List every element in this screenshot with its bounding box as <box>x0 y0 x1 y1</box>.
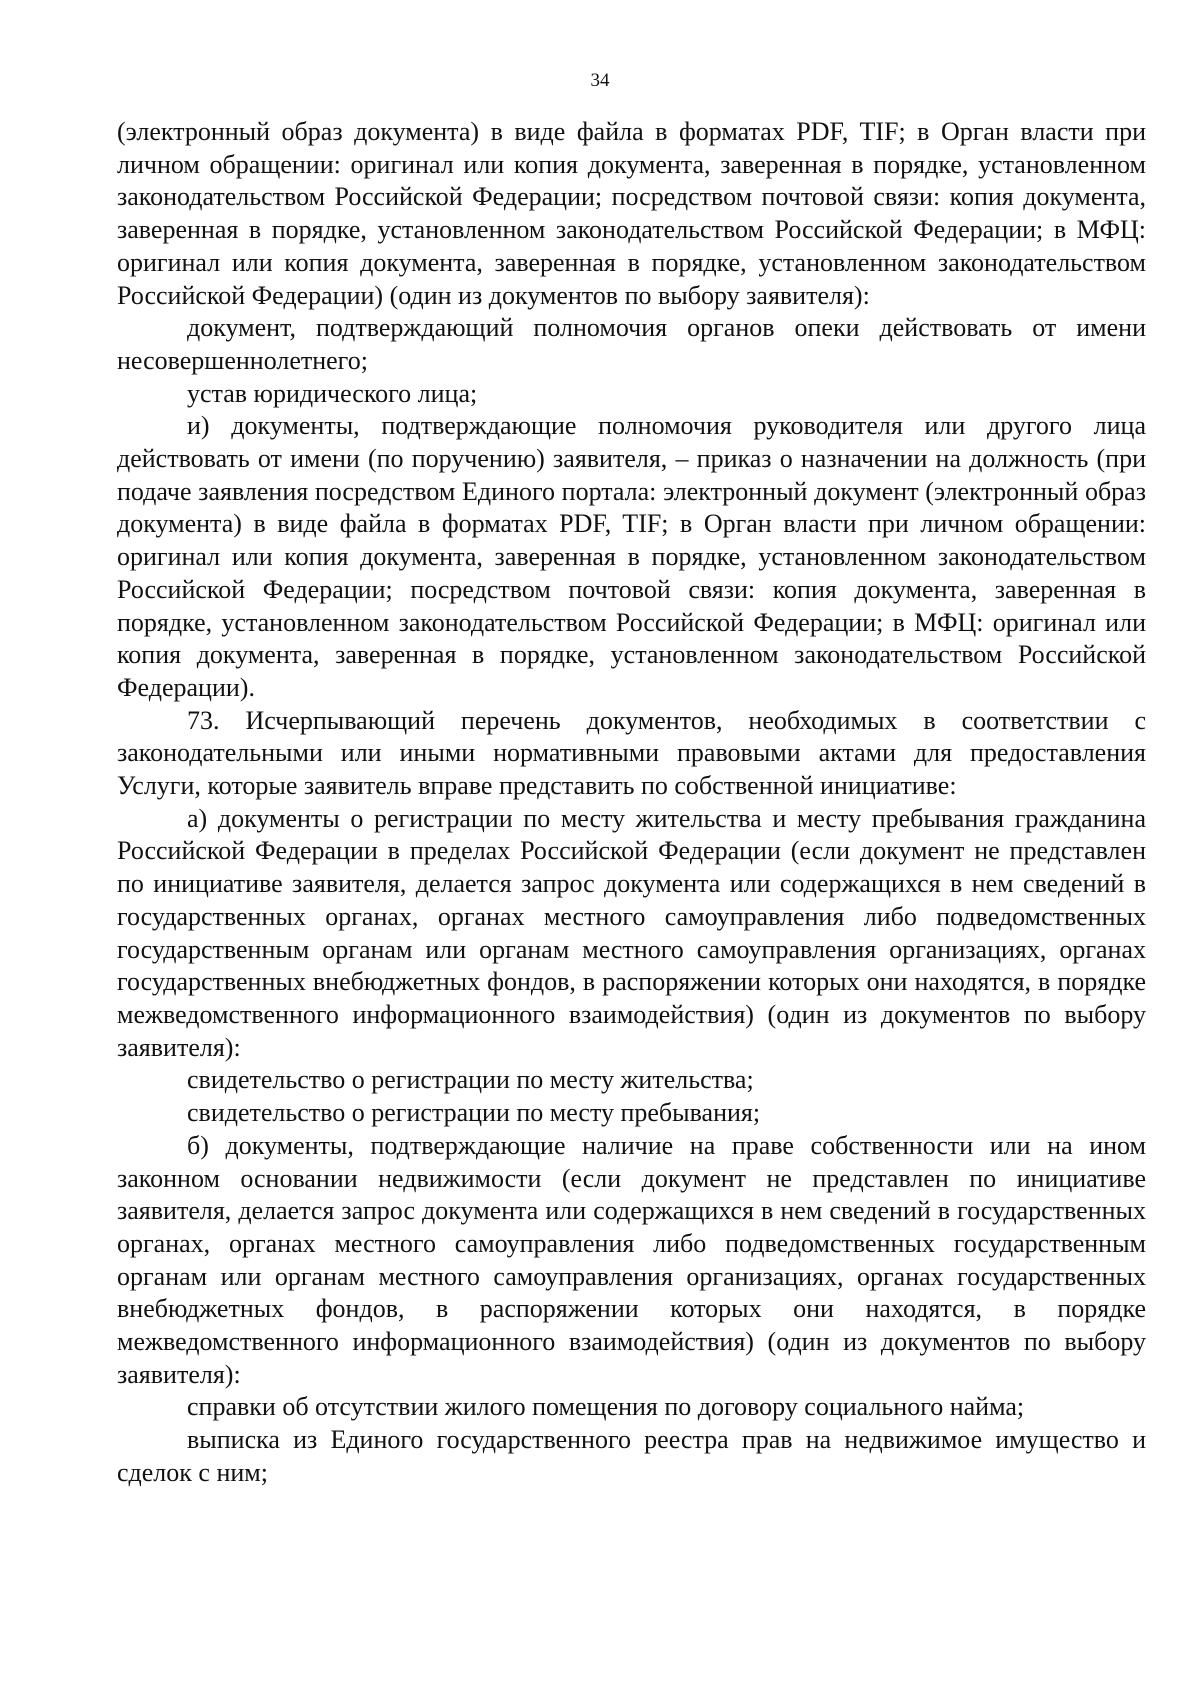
paragraph-guardianship-authority: документ, подтверждающий полномочия органов опеки действовать от имени несовершеннолетнего; <box>117 313 1146 375</box>
paragraph-item-b: б) документы, подтверждающие наличие на праве собственности или на ином законном основании недвижимости (если документ не представлен по инициативе заявителя, делается запрос документа или содержащихся в нем сведений в государственных органах, органах местного самоуправления либо подведомственных государственным органам или органам местного самоуправления организациях, органах государственных внебюджетных фондов, в распоряжении которых они находятся, в порядке межведомственного информационного взаимодействия) (один из документов по выбору заявителя): <box>117 1130 1146 1389</box>
paragraph-item-i: и) документы, подтверждающие полномочия руководителя или другого лица действовать от имени (по поручению) заявителя, – приказ о назначении на должность (при подаче заявления посредством Единого портала: электронный документ (электронный образ документа) в виде файла в форматах PDF, TIF; в Орган власти при личном обращении: оригинал или копия документа, заверенная в порядке, установленном законодательством Российской Федерации; посредством почтовой связи: копия документа, заверенная в порядке, установленном законодательством Российской Федерации; в МФЦ: оригинал или копия документа, заверенная в порядке, установленном законодательством Российской Федерации). <box>117 411 1146 702</box>
paragraph-continuation: (электронный образ документа) в виде файла в форматах PDF, TIF; в Орган власти при личном обращении: оригинал или копия документа, заверенная в порядке, установленном законодательством Российской Федерации; посредством почтовой связи: копия документа, заверенная в порядке, установленном законодательством Российской Федерации; в МФЦ: оригинал или копия документа, заверенная в порядке, установленном законодательством Российской Федерации) (один из документов по выбору заявителя): <box>117 117 1146 310</box>
document-body <box>117 116 1146 1490</box>
paragraph-residence-certificate: свидетельство о регистрации по месту жительства; <box>187 1065 754 1095</box>
paragraph-housing-reference: справки об отсутствии жилого помещения по договору социального найма; <box>187 1392 1025 1422</box>
paragraph-registry-extract: выписка из Единого государственного реестра прав на недвижимое имущество и сделок с ним; <box>117 1425 1146 1487</box>
paragraph-section-73: 73. Исчерпывающий перечень документов, необходимых в соответствии с законодательными или иными нормативными правовыми актами для предоставления Услуги, которые заявитель вправе представить по собственной инициативе: <box>117 705 1146 801</box>
paragraph-charter: устав юридического лица; <box>187 378 478 408</box>
paragraph-stay-certificate: свидетельство о регистрации по месту пребывания; <box>187 1098 761 1128</box>
page-number: 34 <box>590 70 610 91</box>
paragraph-item-a: а) документы о регистрации по месту жительства и месту пребывания гражданина Российской Федерации в пределах Российской Федерации (если документ не представлен по инициативе заявителя, делается запрос документа или содержащихся в нем сведений в государственных органах, органах местного самоуправления либо подведомственных государственным органам или органам местного самоуправления организациях, органах государственных внебюджетных фондов, в распоряжении которых они находятся, в порядке межведомственного информационного взаимодействия) (один из документов по выбору заявителя): <box>117 803 1146 1062</box>
